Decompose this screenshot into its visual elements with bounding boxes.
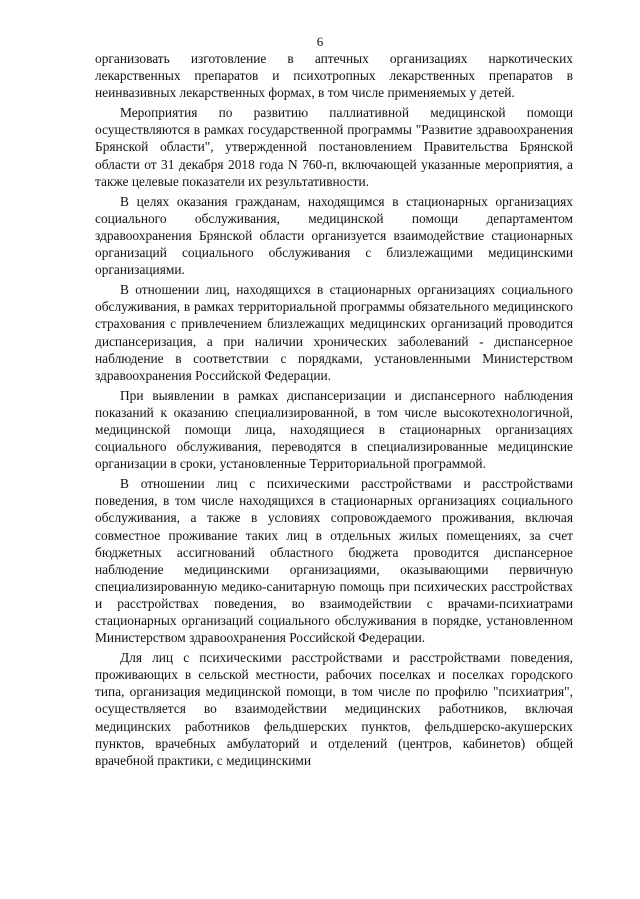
paragraph-rural-psychiatry: Для лиц с психическими расстройствами и расстройствами поведения, проживающих в сельской местности, рабочих поселках и поселках городского типа, организация медицинской помощи, в том числе по профилю "психиатрия", осуществляется во взаимодействии медицинских работников, включая медицинских работников фельдшерских пунктов, фельдшерско-акушерских пунктов, врачебных амбулаторий и отделений (центров, кабинетов) общей врачебной практики, с медицинскими xyxy=(95,650,573,768)
paragraph-dispensarization: В отношении лиц, находящихся в стационарных организациях социального обслуживания, в рамках территориальной программы обязательного медицинского страхования с привлечением близлежащих медицинских организаций проводится диспансеризация, а при наличии хронических заболеваний - диспансерное наблюдение в соответствии с порядками, установленными Министерством здравоохранения Российской Федерации. xyxy=(95,282,573,383)
paragraph-palliative-program: Мероприятия по развитию паллиативной медицинской помощи осуществляются в рамках государственной программы "Развитие здравоохранения Брянской области", утвержденной постановлением Правительства Брянской области от 31 декабря 2018 года N 760-п, включающей указанные мероприятия, а также целевые показатели их результативности. xyxy=(95,105,573,189)
paragraph-mental-disorders: В отношении лиц с психическими расстройствами и расстройствами поведения, в том числе находящихся в стационарных организациях социального обслуживания, а также в условиях сопровождаемого проживания, включая совместное проживание таких лиц в отдельных жилых помещениях, за счет бюджетных ассигнований областного бюджета проводится диспансерное наблюдение медицинскими организациями, оказывающими первичную специализированную медико-санитарную помощь при психических расстройствах и расстройствах поведения, во взаимодействии с врачами-психиатрами стационарных организаций социального обслуживания в порядке, установленном Министерством здравоохранения Российской Федерации. xyxy=(95,476,573,646)
paragraph-continuation: организовать изготовление в аптечных организациях наркотических лекарственных препаратов и психотропных лекарственных препаратов в неинвазивных лекарственных формах, в том числе применяемых у детей. xyxy=(95,51,573,101)
paragraph-specialized-care: При выявлении в рамках диспансеризации и диспансерного наблюдения показаний к оказанию специализированной, в том числе высокотехнологичной, медицинской помощи лица, находящиеся в стационарных организациях социального обслуживания, переводятся в специализированные медицинские организации в сроки, установленные Территориальной программой. xyxy=(95,387,573,472)
body-text xyxy=(95,50,573,772)
page-number: 6 xyxy=(316,34,324,49)
paragraph-social-institutions: В целях оказания гражданам, находящимся в стационарных организациях социального обслуживания, медицинской помощи департаментом здравоохранения Брянской области организуется взаимодействие стационарных организаций социального обслуживания с близлежащими медицинскими организациями. xyxy=(95,193,573,278)
